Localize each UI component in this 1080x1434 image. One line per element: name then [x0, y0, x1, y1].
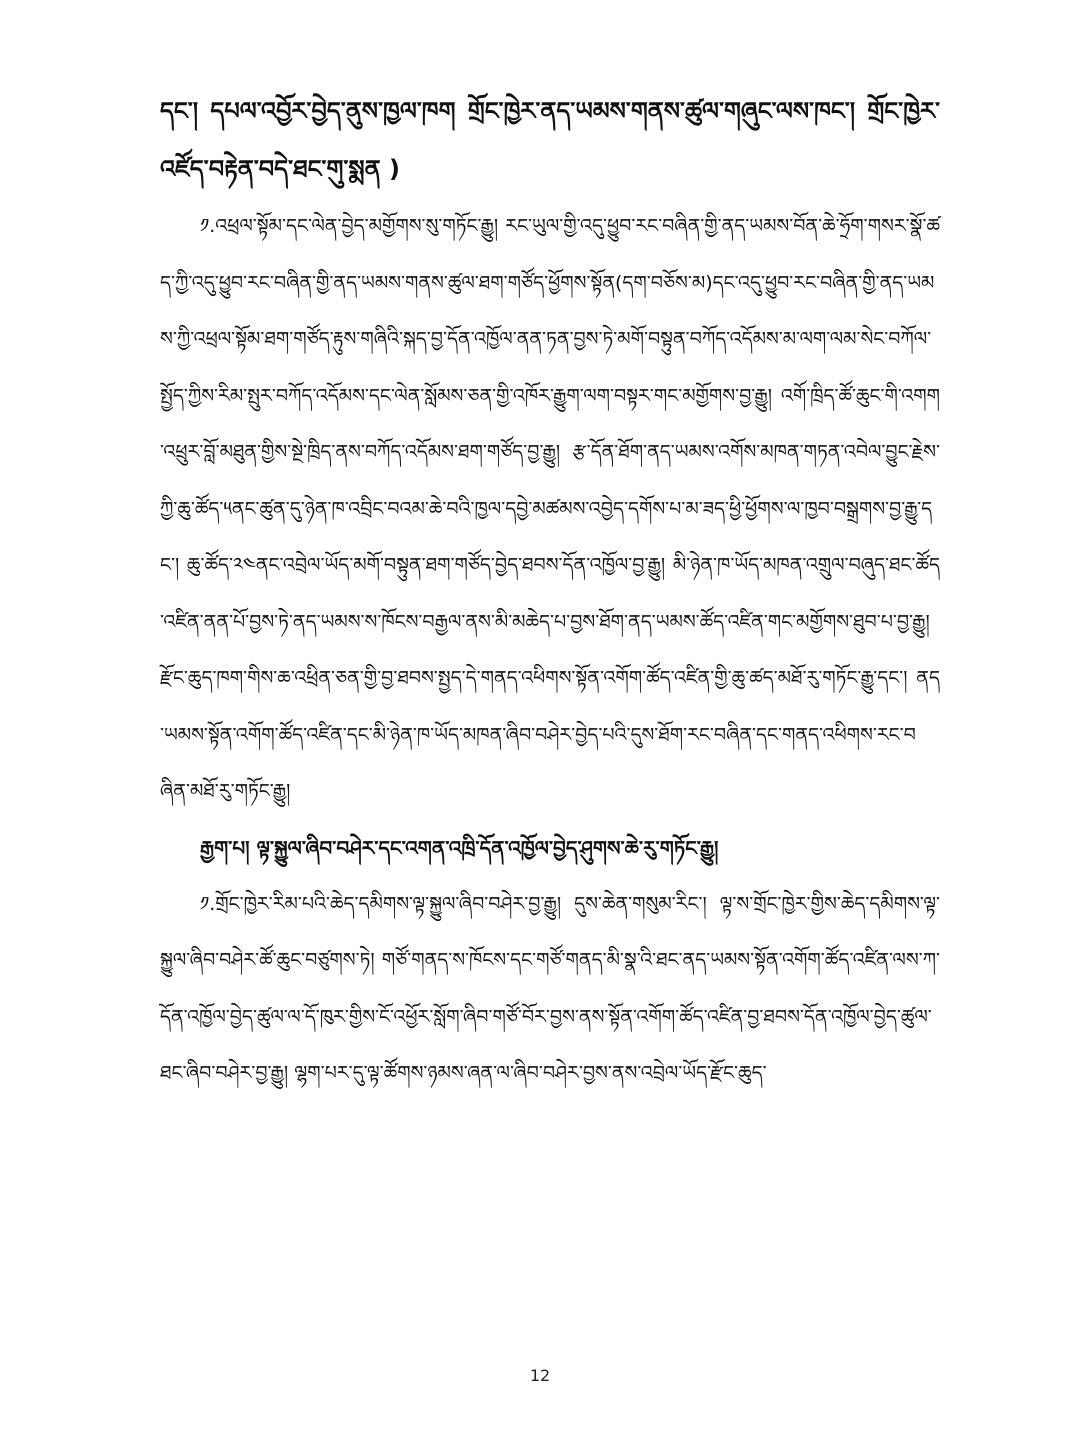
sub-heading: རྒྱག་པ། ལྟ་སྐྱུལ་ཞིབ་བཤེར་དང་འགན་འཁྲི་དོན་འཁྱོལ་བྱེད་ཤུགས་ཆེ་རུ་གཏོང་རྒྱུ།	[200, 835, 719, 860]
section-heading: དང་། དཔལ་འབྱོར་བྱེད་ནུས་ཁྱལ་ཁག གྲོང་ཁྱེར་ནད་ཡམས་གནས་ཚུལ་གཞུང་ལས་ཁང་། གྲོང་ཁྱེར་འཛོད་བརྟེན་བདེ་ཐང་གུ་སྨན )	[160, 97, 940, 183]
page-number: 12	[529, 1366, 551, 1385]
paragraph-1: ༡.འཕྲལ་སྟོམ་དང་ལེན་བྱེད་མགྱོགས་སུ་གཏོང་རྒྱུ། རང་ཡུལ་གྱི་འདུ་ཕྱུབ་རང་བཞིན་གྱི་ནད་ཡམས་བོན་ཆེ་ཧྲོག་གསར་སྣོ་ཚད་ཀྱི་འདུ་ཕྱུབ་རང་བཞིན་གྱི་ནད་ཡམས་གནས་ཚུལ་ཐག་གཙོད་ཕྱོགས་སྟོན(དག་བཅོས་མ)དང་འདུ་ཕྱུབ་རང་བཞིན་གྱི་ནད་ཡམས་ཀྱི་འཕྲལ་སྟོམ་ཐག་གཙོད་རྟུས་གཞིའི་སྐད་བྱ་དོན་འཁྱོལ་ནན་ཏན་བྱས་ཏེ་མགོ་བསྟུན་བཀོད་འདོམས་མ་ལག་ལམ་སེང་བཀོལ་སྤྱོད་ཀྱིས་རིམ་སྤུར་བཀོད་འདོམས་དང་ལེན་སློམས་ཅན་གྱི་འཁོར་རྒྱུག་ལག་བསྟར་གང་མགྱོགས་བྱ་རྒྱུ། འགོ་ཁྲིད་ཚོ་ཆུང་གི་འགག་འཕྲུར་བློ་མཐུན་གྱིས་སྔེ་ཁྲིད་ནས་བཀོད་འདོམས་ཐག་གཙོད་བྱ་རྒྱུ། རྩ་དོན་ཐོག་ནད་ཡམས་འགོས་མཁན་གཏན་འབེལ་བྱུང་རྗེས་ཀྱི་ཆུ་ཚོད་༥ནང་ཚུན་དུ་ཉེན་ཁ་འབྲིང་བའམ་ཆེ་བའི་ཁྱལ་དབྱེ་མཚམས་འབྱེད་དགོས་པ་མ་ཟད་ཕྱི་ཕྱོགས་ལ་ཁྱབ་བསྒྲགས་བྱ་རྒྱུ་དང་། ཆུ་ཚོད་༢༤ནང་འབྲེལ་ཡོད་མགོ་བསྟུན་ཐག་གཙོད་བྱེད་ཐབས་དོན་འཁྱོལ་བྱ་རྒྱུ། མི་ཉེན་ཁ་ཡོད་མཁན་འགྲུལ་བཞུད་ཐང་ཚོད་འཛིན་ནན་པོ་བྱས་ཏེ་ནད་ཡམས་ས་ཁོངས་བརྒྱལ་ནས་མི་མཆེད་པ་བྱས་ཐོག་ནད་ཡམས་ཚོད་འཛིན་གང་མགྱོགས་ཐུབ་པ་བྱ་རྒྱུ། རྫོང་ཆུད་ཁག་གིས་ཆ་འཕྲིན་ཅན་གྱི་བྱ་ཐབས་སྤྱད་དེ་གནད་འཕིགས་སྟོན་འགོག་ཚོད་འཛིན་གྱི་ཆུ་ཚད་མཐོ་རུ་གཏོང་རྒྱུ་དང་། ནད་ཡམས་སྟོན་འགོག་ཚོད་འཛིན་དང་མི་ཉེན་ཁ་ཡོད་མཁན་ཞིབ་བཤེར་བྱེད་པའི་དུས་ཐོག་རང་བཞིན་དང་གནད་འཕིགས་རང་བཞིན་མཐོ་རུ་གཏོང་རྒྱུ།	[160, 215, 940, 802]
page-content	[160, 82, 940, 1102]
paragraph-2: ༡.གྲོང་ཁྱེར་རིམ་པའི་ཆེད་དམིགས་ལྟ་སྐྱུལ་ཞིབ་བཤེར་བྱ་རྒྱུ། དུས་ཆེན་གསུམ་རིང་། ལྟ་ས་གྲོང་ཁྱེར་གྱིས་ཆེད་དམིགས་ལྟ་སྐྱུལ་ཞིབ་བཤེར་ཚོ་ཆུང་བཙུགས་ཏེ། གཙོ་གནད་ས་ཁོངས་དང་གཙོ་གནད་མི་སྣ་འི་ཐང་ནད་ཡམས་སྟོན་འགོག་ཚོད་འཛིན་ལས་ཀ་དོན་འཁྱོལ་བྱེད་ཚུལ་ལ་དོ་ཁུར་གྱིས་ངོ་འཕྱོར་སློག་ཞིབ་གཙོ་བོར་བྱས་ནས་སྟོན་འགོག་ཚོད་འཛིན་བྱ་ཐབས་དོན་འཁྱོལ་བྱེད་ཚུལ་ཐང་ཞིབ་བཤེར་བྱ་རྒྱུ། ལྷག་པར་དུ་ལྟ་ཚོགས་ཉམས་ཞན་ལ་ཞིབ་བཤེར་བྱས་ནས་འབྲེལ་ཡོད་རྫོང་ཆུད་	[160, 892, 940, 1084]
